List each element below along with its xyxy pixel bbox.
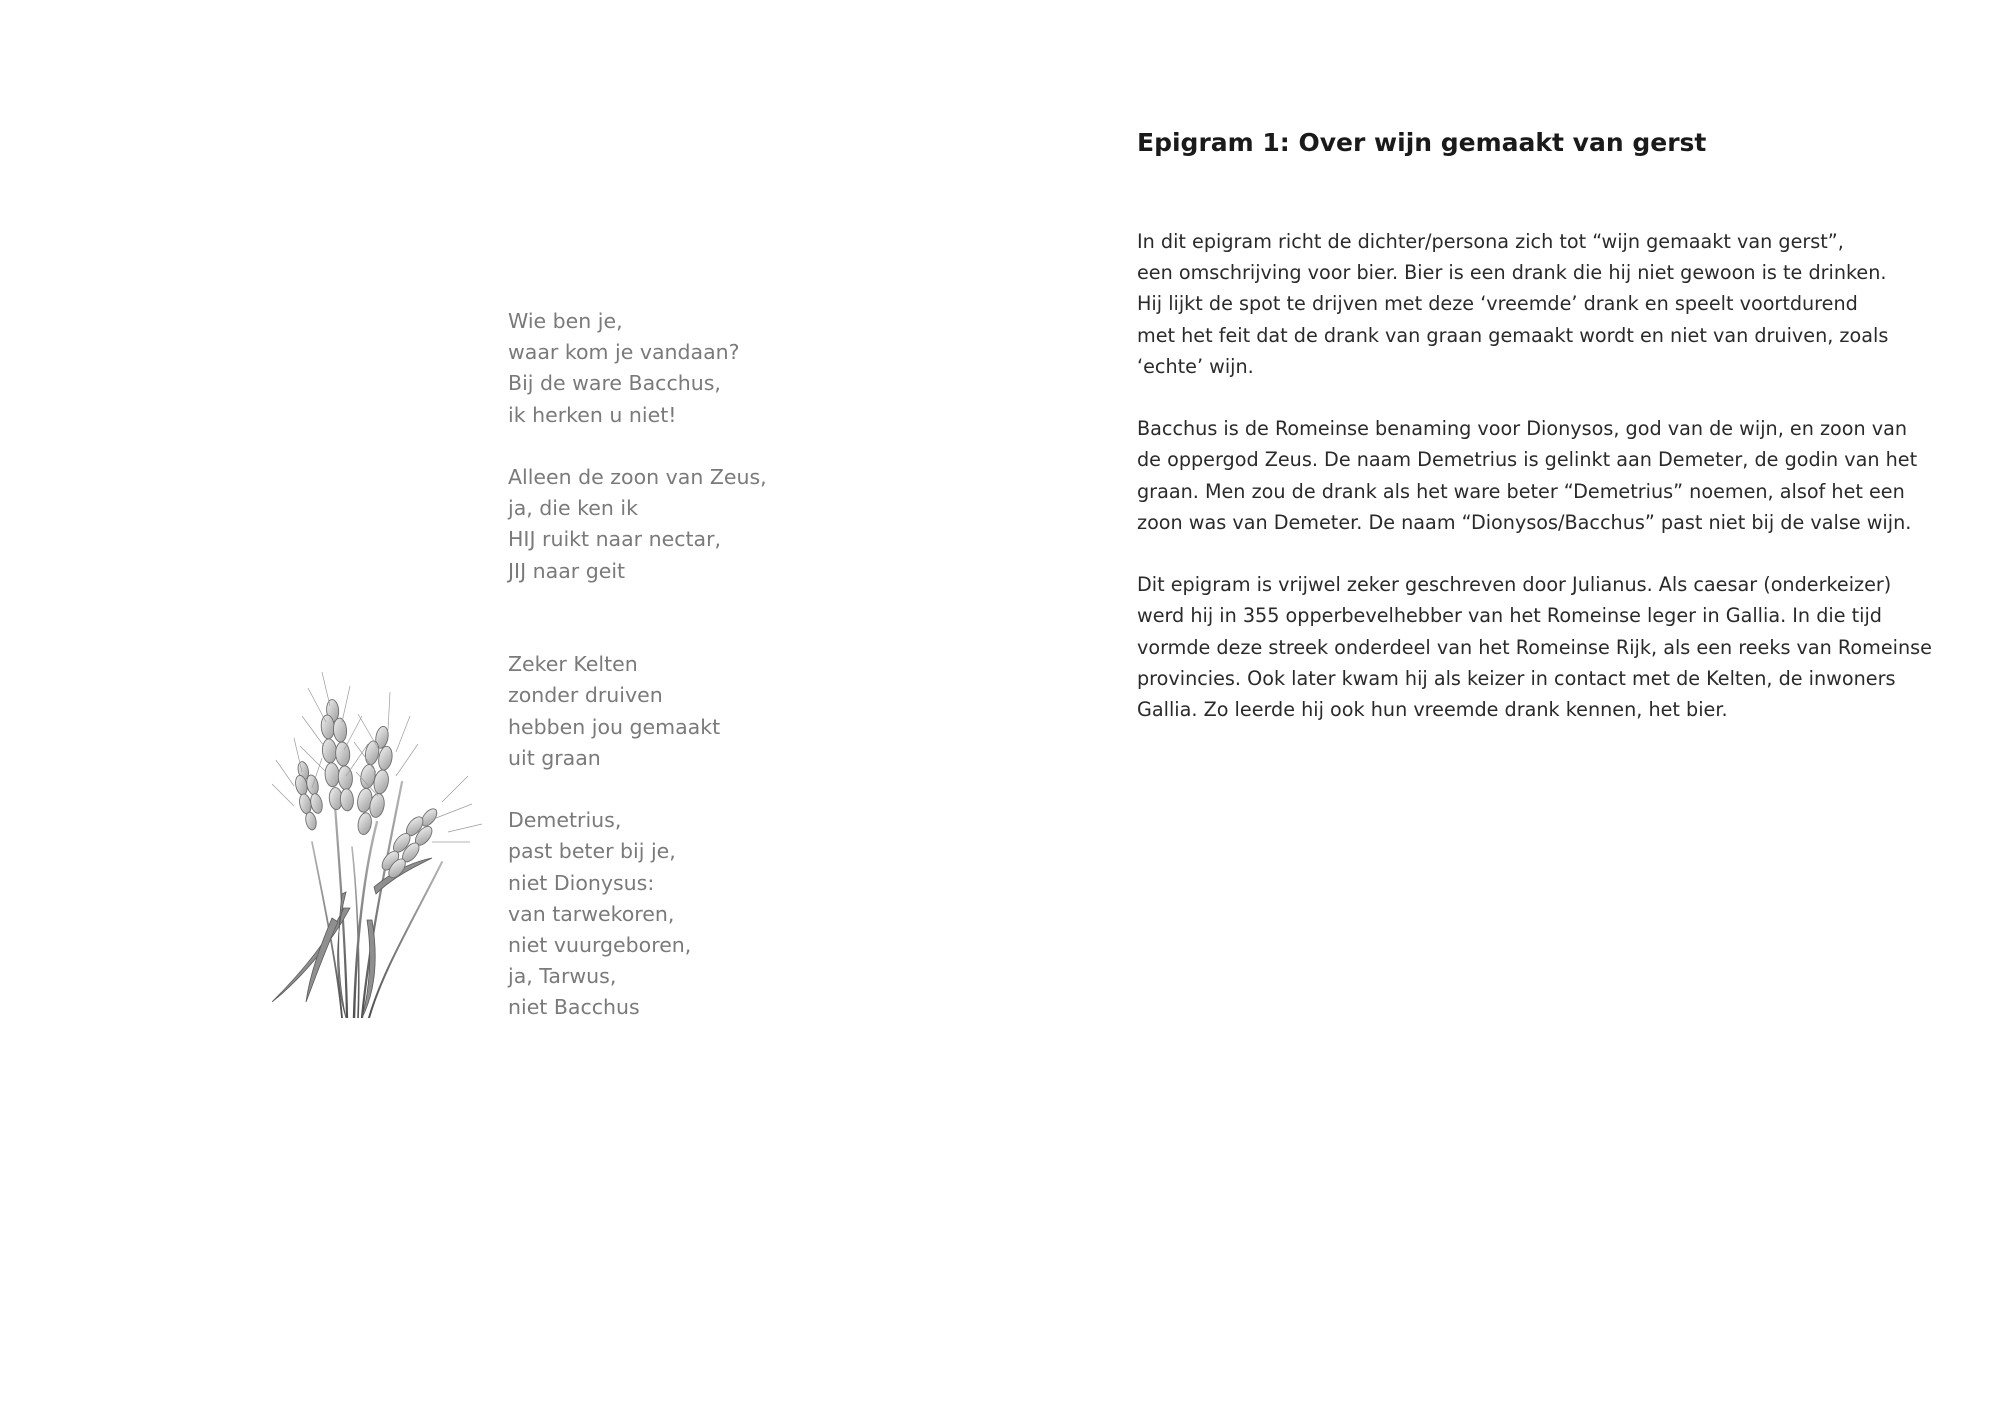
commentary-line: vormde deze streek onderdeel van het Romeinse Rijk, als een reeks van Romeinse <box>1137 635 1932 659</box>
commentary-line: zoon was van Demeter. De naam “Dionysos/Bacchus” past niet bij de valse wijn. <box>1137 510 1912 534</box>
commentary-line: Hij lijkt de spot te drijven met deze ‘vreemde’ drank en speelt voortdurend <box>1137 292 1858 316</box>
commentary-line: een omschrijving voor bier. Bier is een drank die hij niet gewoon is te drinken. <box>1137 261 1887 285</box>
page-title: Epigram 1: Over wijn gemaakt van gerst <box>1137 128 1707 157</box>
commentary-paragraph-2 <box>1137 413 1918 538</box>
poem-line: past beter bij je, <box>508 839 676 864</box>
poem-line: van tarwekoren, <box>508 901 675 926</box>
commentary-line: Dit epigram is vrijwel zeker geschreven door Julianus. Als caesar (onderkeizer) <box>1137 573 1892 597</box>
poem-line: HIJ ruikt naar nectar, <box>508 527 722 552</box>
poem-line: niet Bacchus <box>508 995 640 1020</box>
poem-line: uit graan <box>508 745 601 770</box>
poem-line: niet vuurgeboren, <box>508 933 692 958</box>
commentary-line: Gallia. Zo leerde hij ook hun vreemde drank kennen, het bier. <box>1137 698 1728 722</box>
poem-line: ik herken u niet! <box>508 402 677 427</box>
poem-line: Zeker Kelten <box>508 652 638 677</box>
poem-line: Alleen de zoon van Zeus, <box>508 465 767 489</box>
poem-stanza-2 <box>508 462 868 587</box>
commentary-line: graan. Men zou de drank als het ware beter “Demetrius” noemen, alsof het een <box>1137 479 1905 503</box>
poem-line: ja, Tarwus, <box>508 964 617 989</box>
poem-line: ja, die ken ik <box>508 496 638 521</box>
poem <box>508 306 868 1024</box>
poem-stanza-4 <box>508 805 868 1023</box>
commentary-line: In dit epigram richt de dichter/persona zich tot “wijn gemaakt van gerst”, <box>1137 230 1844 253</box>
poem-line: zonder druiven <box>508 683 663 708</box>
commentary-line: de oppergod Zeus. De naam Demetrius is gelinkt aan Demeter, de godin van het <box>1137 448 1918 472</box>
poem-line: Wie ben je, <box>508 309 623 333</box>
commentary-line: provincies. Ook later kwam hij als keizer in contact met de Kelten, de inwoners <box>1137 666 1896 690</box>
commentary-line: met het feit dat de drank van graan gemaakt wordt en niet van druiven, zoals <box>1137 323 1889 347</box>
wheat-sheaf-icon <box>272 672 486 1018</box>
commentary <box>1137 226 1932 725</box>
poem-line: Demetrius, <box>508 808 622 833</box>
poem-stanza-3 <box>508 649 868 774</box>
commentary-paragraph-3 <box>1137 569 1932 725</box>
commentary-line: ‘echte’ wijn. <box>1137 354 1254 378</box>
commentary-paragraph-1 <box>1137 226 1889 382</box>
poem-stanza-1 <box>508 306 868 431</box>
poem-line: hebben jou gemaakt <box>508 714 721 739</box>
commentary-line: werd hij in 355 opperbevelhebber van het Romeinse leger in Gallia. In die tijd <box>1137 604 1882 628</box>
poem-line: JIJ naar geit <box>508 558 626 583</box>
poem-line: niet Dionysus: <box>508 870 655 895</box>
poem-line: Bij de ware Bacchus, <box>508 371 721 396</box>
commentary-line: Bacchus is de Romeinse benaming voor Dionysos, god van de wijn, en zoon van <box>1137 417 1908 441</box>
poem-line: waar kom je vandaan? <box>508 340 740 365</box>
